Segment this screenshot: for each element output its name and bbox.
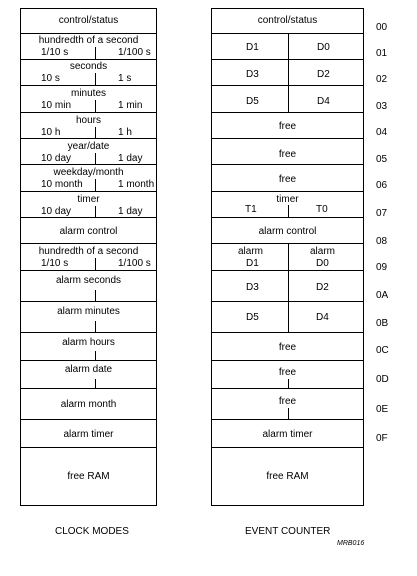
ec-row-02 — [212, 59, 363, 85]
cm-alarm-minutes-divider — [95, 321, 96, 332]
cm-row-0b — [21, 301, 156, 332]
cm-alarm-control: alarm control — [59, 226, 118, 237]
ec-free-0e: free — [278, 396, 297, 407]
ec-alarm-d1: D1 — [246, 258, 259, 269]
cm-timer-divider — [95, 206, 96, 217]
ec-free-ram: free RAM — [266, 471, 309, 482]
cm-timer-left: 10 day — [41, 206, 72, 217]
addr-0a: 0A — [376, 290, 389, 301]
ec-row-02-divider — [288, 60, 289, 85]
cm-weekday-month-label: weekday/month — [53, 167, 124, 178]
ec-row-free-ram — [212, 447, 363, 505]
ec-alarm-control: alarm control — [258, 226, 317, 237]
ec-timer-label: timer — [276, 194, 299, 205]
ec-alarm-d0: D0 — [316, 258, 329, 269]
ec-row-0d — [212, 360, 363, 388]
cm-alarm-hundredths-right: 1/100 s — [118, 258, 151, 269]
cm-hundredths-divider — [95, 47, 96, 59]
clock-modes-title: CLOCK MODES — [55, 526, 129, 537]
ec-alarm-d5: D5 — [246, 312, 259, 323]
ec-row-04 — [212, 112, 363, 138]
addr-0b: 0B — [376, 318, 389, 329]
ec-row-03-divider — [288, 86, 289, 112]
cm-weekday-month-divider — [95, 179, 96, 191]
cm-year-date-left: 10 day — [41, 153, 72, 164]
ec-row-06 — [212, 164, 363, 191]
addr-01: 01 — [376, 48, 388, 59]
cm-row-0e — [21, 388, 156, 419]
cm-minutes-divider — [95, 100, 96, 112]
ec-row-07 — [212, 191, 363, 217]
ec-d1: D1 — [246, 42, 259, 53]
cm-alarm-seconds-divider — [95, 290, 96, 301]
addr-04: 04 — [376, 127, 388, 138]
cm-timer-right: 1 day — [118, 206, 143, 217]
ec-row-0c — [212, 332, 363, 360]
addr-0e: 0E — [376, 404, 389, 415]
ec-row-09 — [212, 243, 363, 270]
figure-reference: MRB016 — [337, 540, 365, 547]
ec-row-01 — [212, 33, 363, 59]
cm-row-09 — [21, 243, 156, 270]
addr-06: 06 — [376, 180, 388, 191]
ec-alarm-d2: D2 — [316, 282, 329, 293]
addr-08: 08 — [376, 236, 388, 247]
cm-row-01 — [21, 33, 156, 59]
cm-hours-label: hours — [75, 115, 101, 126]
cm-seconds-divider — [95, 73, 96, 85]
ec-row-01-divider — [288, 34, 289, 59]
cm-row-0f — [21, 419, 156, 447]
cm-alarm-hours: alarm hours — [62, 337, 115, 348]
ec-row-05 — [212, 138, 363, 164]
ec-row-0b-divider — [288, 302, 289, 332]
ec-alarm-d3: D3 — [246, 282, 259, 293]
cm-alarm-date-divider — [95, 379, 96, 388]
ec-alarm-d4: D4 — [316, 312, 329, 323]
addr-07: 07 — [376, 208, 388, 219]
ec-t1: T1 — [245, 204, 257, 215]
addr-05: 05 — [376, 154, 388, 165]
cm-alarm-minutes: alarm minutes — [57, 306, 120, 317]
ec-row-0a-divider — [288, 271, 289, 301]
cm-row-0d — [21, 360, 156, 388]
cm-row-00 — [21, 9, 156, 33]
cm-alarm-hundredths-label: hundredth of a second — [38, 246, 139, 257]
addr-0f: 0F — [376, 433, 388, 444]
addr-00: 00 — [376, 22, 388, 33]
ec-row-08 — [212, 217, 363, 243]
ec-row-00 — [212, 9, 363, 33]
cm-seconds-label: seconds — [69, 61, 108, 72]
ec-alarm-timer: alarm timer — [262, 429, 313, 440]
cm-row-04 — [21, 112, 156, 138]
ec-row-0f — [212, 419, 363, 447]
ec-row-0e — [212, 388, 363, 419]
cm-control-status: control/status — [58, 15, 119, 26]
cm-year-date-divider — [95, 153, 96, 164]
ec-row-03 — [212, 85, 363, 112]
cm-hours-right: 1 h — [118, 127, 132, 138]
cm-alarm-date: alarm date — [64, 364, 113, 375]
cm-alarm-seconds: alarm seconds — [55, 275, 122, 286]
cm-row-03 — [21, 85, 156, 112]
ec-d2: D2 — [317, 69, 330, 80]
ec-row-0b — [212, 301, 363, 332]
cm-minutes-right: 1 min — [118, 100, 143, 111]
cm-hours-left: 10 h — [41, 127, 61, 138]
cm-weekday-month-right: 1 month — [118, 179, 155, 190]
addr-02: 02 — [376, 74, 388, 85]
cm-seconds-left: 10 s — [41, 73, 60, 84]
cm-row-0a — [21, 270, 156, 301]
ec-alarm-right-label: alarm — [310, 246, 336, 257]
clock-modes-column — [20, 8, 157, 506]
cm-seconds-right: 1 s — [118, 73, 132, 84]
event-counter-column — [211, 8, 364, 506]
ec-row-09-divider — [288, 244, 289, 270]
cm-hundredths-left: 1/10 s — [41, 47, 69, 58]
addr-03: 03 — [376, 101, 388, 112]
cm-row-06 — [21, 164, 156, 191]
event-counter-title: EVENT COUNTER — [245, 526, 331, 537]
cm-row-free-ram — [21, 447, 156, 505]
ec-free-06: free — [278, 174, 297, 185]
cm-alarm-timer: alarm timer — [63, 429, 114, 440]
cm-year-date-label: year/date — [67, 141, 110, 152]
ec-row-0d-divider — [288, 379, 289, 388]
ec-row-0a — [212, 270, 363, 301]
cm-row-0c — [21, 332, 156, 360]
ec-t0: T0 — [316, 204, 328, 215]
addr-0d: 0D — [376, 374, 389, 385]
ec-alarm-left-label: alarm — [238, 246, 264, 257]
cm-row-05 — [21, 138, 156, 164]
ec-timer-divider — [288, 205, 289, 217]
cm-alarm-hundredths-left: 1/10 s — [41, 258, 69, 269]
ec-free-0d: free — [278, 367, 297, 378]
ec-row-0e-divider — [288, 408, 289, 419]
cm-minutes-label: minutes — [70, 88, 106, 99]
cm-weekday-month-left: 10 month — [41, 179, 83, 190]
cm-minutes-left: 10 min — [41, 100, 72, 111]
cm-year-date-right: 1 day — [118, 153, 143, 164]
ec-free-04: free — [278, 121, 297, 132]
cm-hours-divider — [95, 127, 96, 138]
ec-free-05: free — [278, 149, 297, 160]
cm-hundredths-label: hundredth of a second — [38, 35, 139, 46]
cm-alarm-hours-divider — [95, 351, 96, 360]
ec-free-0c: free — [278, 342, 297, 353]
addr-09: 09 — [376, 262, 388, 273]
cm-hundredths-right: 1/100 s — [118, 47, 151, 58]
ec-d3: D3 — [246, 69, 259, 80]
ec-d4: D4 — [317, 96, 330, 107]
cm-row-07 — [21, 191, 156, 217]
ec-d0: D0 — [317, 42, 330, 53]
cm-row-02 — [21, 59, 156, 85]
ec-control-status: control/status — [257, 15, 318, 26]
cm-free-ram: free RAM — [67, 471, 110, 482]
cm-alarm-hundredths-divider — [95, 258, 96, 270]
cm-timer-label: timer — [77, 194, 100, 205]
addr-0c: 0C — [376, 345, 389, 356]
cm-alarm-month: alarm month — [60, 399, 117, 410]
ec-d5: D5 — [246, 96, 259, 107]
cm-row-08 — [21, 217, 156, 243]
